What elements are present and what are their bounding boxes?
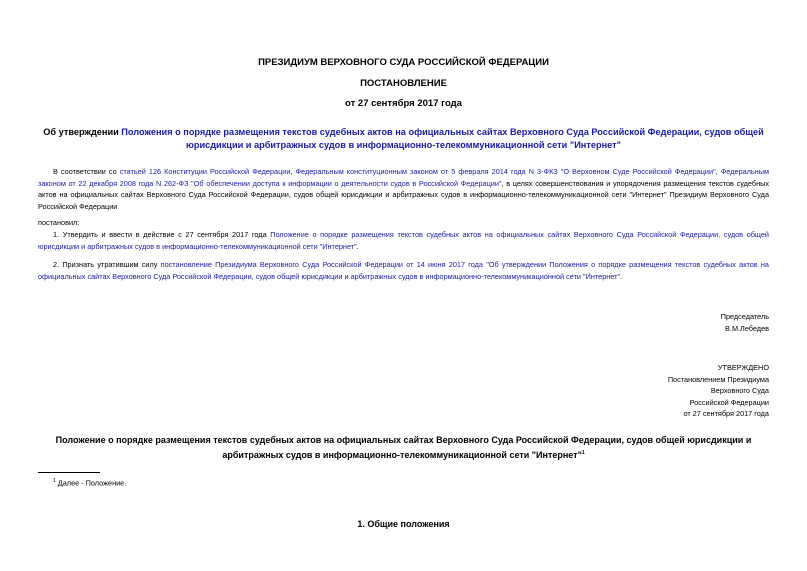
- title-link[interactable]: Положения о порядке размещения текстов судебных актов на официальных сайтах Верховного Суда Российской Федерации, судов общей юрисдикции и арбитражных судов в информационно-телекоммуникационной сети "Интернет": [121, 127, 764, 150]
- item-1-end: .: [356, 241, 359, 251]
- footnote-mark: 1: [53, 478, 56, 484]
- signature-name: В.М.Лебедев: [725, 323, 769, 333]
- approval-line-3: Верховного Суда: [710, 386, 769, 395]
- item-2-link[interactable]: постановление Президиума Верховного Суда Российской Федерации от 14 июня 2017 года "Об утверждении Положения о порядке размещения текстов судебных актов на официальных сайтах Верховного Суда Российской Федерации, судов общей юрисдикции и арбитражных судов в информационно-телекоммуникационной сети "Интернет": [38, 260, 769, 281]
- item-1-link[interactable]: Положение о порядке размещения текстов судебных актов на официальных сайтах Верховного Суда Российской Федерации, судов общей юрисдикции и арбитражных судов в информационно-телекоммуникационной сети "Интернет": [38, 230, 769, 251]
- preamble-text-2: ,: [290, 167, 296, 176]
- preamble-text-4: , в целях совершенствования и упорядочения размещения текстов судебных актов на официальных сайтах Верховного Суда Российской Федерации, судов общей юрисдикции и арбитражных судов в информационно-телекоммуникационной сети "Интернет" Президиум Верховного Суда Российской Федерации: [38, 178, 769, 211]
- regulation-footnote-mark[interactable]: 1: [581, 449, 585, 456]
- approval-line-2: Постановлением Президиума: [667, 374, 769, 384]
- item-1: [38, 229, 769, 252]
- title-prefix: Об утверждении: [43, 127, 122, 137]
- item-2-text: 2. Признать утратившим силу: [53, 260, 161, 269]
- document-date: от 27 сентября 2017 года: [345, 98, 462, 109]
- document-type: ПОСТАНОВЛЕНИЕ: [360, 78, 447, 89]
- constitution-link[interactable]: статьей 126 Конституции Российской Федерации: [119, 167, 291, 176]
- resolved-label: постановил:: [38, 218, 80, 227]
- preamble-text-3: ,: [715, 167, 721, 176]
- signature-position: Председатель: [720, 312, 769, 321]
- fkz-link[interactable]: Федеральным конституционным законом от 5 февраля 2014 года N 3-ФКЗ "О Верховном Суде Российской Федерации": [295, 167, 716, 176]
- approval-line-1: УТВЕРЖДЕНО: [717, 363, 769, 372]
- signature-block: [721, 311, 769, 334]
- item-2-end: .: [620, 271, 623, 281]
- document-title: [40, 126, 767, 151]
- item-2: [38, 259, 769, 282]
- approval-line-4: Российской Федерации: [689, 397, 769, 407]
- court-name: ПРЕЗИДИУМ ВЕРХОВНОГО СУДА РОССИЙСКОЙ ФЕДЕРАЦИИ: [258, 57, 549, 68]
- section-heading: 1. Общие положения: [357, 519, 450, 529]
- footnote-divider: [38, 472, 100, 473]
- regulation-title: [55, 434, 752, 461]
- footnote-text: Далее - Положение.: [55, 478, 127, 488]
- approval-block: [668, 362, 769, 420]
- regulation-title-text: Положение о порядке размещения текстов судебных актов на официальных сайтах Верховного Суда Российской Федерации, судов общей юрисдикции и арбитражных судов в информационно-телекоммуникационной сети "Интернет": [55, 435, 752, 460]
- preamble: [38, 166, 769, 212]
- footnote: [53, 476, 126, 489]
- approval-line-5: от 27 сентября 2017 года: [683, 409, 769, 418]
- item-1-text: 1. Утвердить и ввести в действие с 27 сентября 2017 года: [53, 230, 271, 239]
- preamble-text-1: В соответствии со: [53, 167, 120, 176]
- federal-law-link[interactable]: Федеральным законом от 22 декабря 2008 года N 262-ФЗ "Об обеспечении доступа к информации о деятельности судов в Российской Федерации": [38, 167, 769, 188]
